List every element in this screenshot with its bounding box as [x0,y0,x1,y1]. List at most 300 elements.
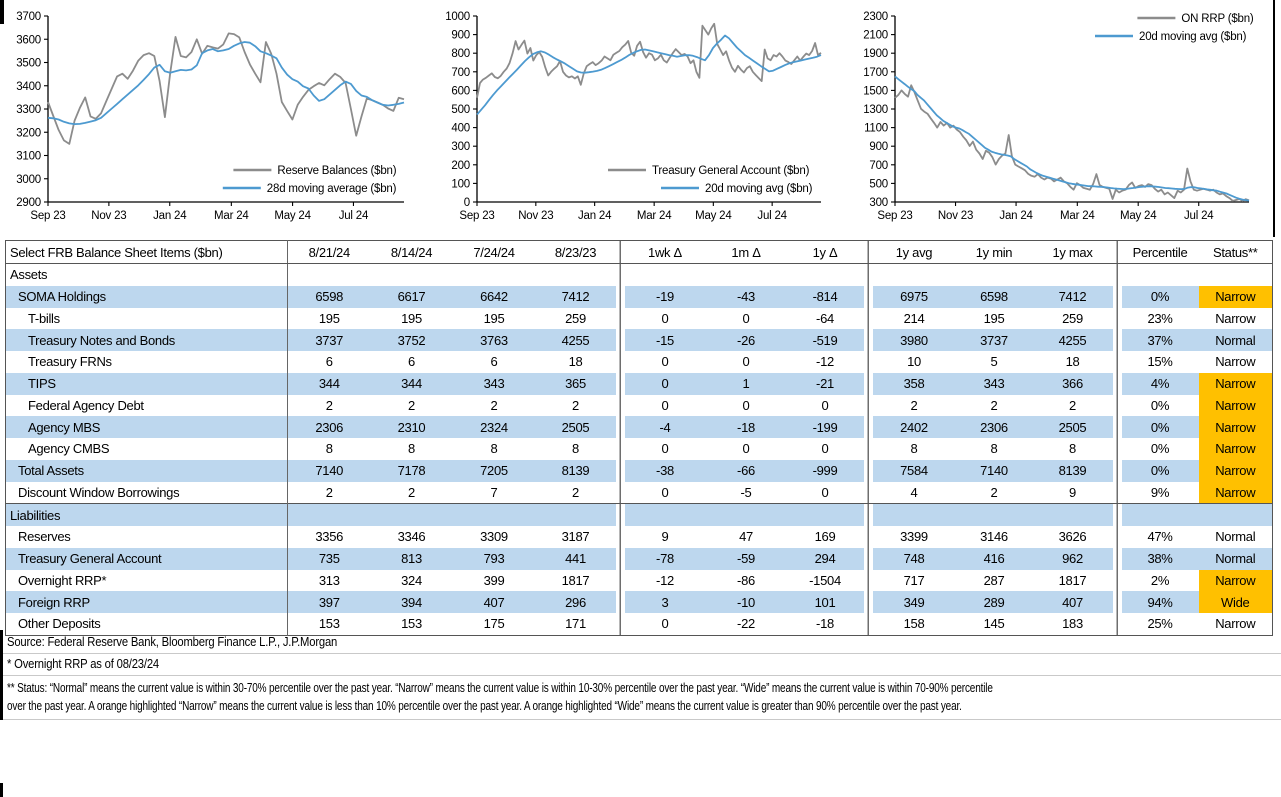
column-divider [616,286,625,308]
column-divider [864,548,873,570]
row-label: Assets [6,264,288,286]
cell [371,264,453,286]
cell: 169 [814,529,836,545]
y-tick-label: 3200 [16,127,41,140]
x-tick-label: Jul 24 [757,210,788,222]
column-divider [616,526,625,548]
table-row [6,286,1273,308]
y-tick-label: 1700 [862,66,888,79]
table-row [6,373,1273,395]
column-divider [616,373,625,395]
y-tick-label: 1000 [445,11,471,23]
col-header: 1m Δ [706,241,787,264]
cell [956,264,1033,286]
table-body [6,264,1273,636]
cell: 3187 [561,529,590,545]
cell: 7 [490,484,498,500]
cell [625,264,706,286]
cell: 8139 [536,460,616,482]
cell: 2 [1069,397,1076,413]
percentile-cell: 25% [1147,616,1173,632]
cell: 2505 [536,416,616,438]
column-divider [1113,373,1122,395]
cell: 0 [661,310,669,326]
cell: -38 [625,460,706,482]
cell: 3356 [315,529,344,545]
cell: -15 [625,329,706,351]
column-divider [1113,591,1122,613]
cell: -86 [737,572,755,588]
cell: 394 [371,591,453,613]
cell: 6975 [873,286,956,308]
cell: -519 [787,329,864,351]
row-label: Other Deposits [6,613,288,635]
column-divider [616,308,625,330]
table-row [6,482,1273,504]
cell: 214 [903,310,925,326]
cell: 6642 [453,286,536,308]
x-tick-label: Jan 24 [999,210,1033,222]
legend-label: Treasury General Account ($bn) [652,165,810,177]
treasury-general-account-chart [431,0,860,238]
cell: 0 [821,441,829,457]
cell: 2 [910,397,918,413]
cell: 287 [983,572,1005,588]
percentile-cell: 0% [1122,416,1199,438]
cell: 2 [408,484,415,500]
column-divider [864,591,873,613]
column-divider [1113,351,1122,373]
status-cell: Narrow [1215,354,1256,370]
cell: 4 [910,484,918,500]
percentile-cell: 0% [1150,397,1170,413]
on-rrp-svg [861,4,1255,234]
cell: 2306 [288,416,371,438]
column-divider [864,438,873,460]
cell: 3763 [453,329,536,351]
status-cell: Narrow [1199,570,1273,592]
screenshot-edge-mark-footer-left [0,630,3,720]
row-label: Agency CMBS [6,438,288,460]
cell: 145 [983,616,1005,632]
cell: 7140 [956,460,1033,482]
cell: 8 [572,441,579,457]
cell: 313 [318,572,340,588]
cell: 195 [483,310,505,326]
cell: 8 [1069,441,1076,457]
cell: 8 [325,441,333,457]
cell: 344 [371,373,453,395]
x-tick-label: Mar 24 [214,210,249,222]
source-note: Source: Federal Reserve Bank, Bloomberg Finance L.P., J.P.Morgan [0,632,1281,654]
cell: 344 [288,373,371,395]
table-row [6,351,1273,373]
row-label: Discount Window Borrowings [6,482,288,504]
cell: 3 [625,591,706,613]
cell: 735 [288,548,371,570]
table-row [6,416,1273,438]
cell: 0 [742,354,750,370]
column-divider [864,308,873,330]
table-row [6,264,1273,286]
cell: 349 [873,591,956,613]
cell: 2402 [873,416,956,438]
x-tick-label: Nov 23 [937,210,973,222]
cell: 289 [956,591,1033,613]
cell: 358 [873,373,956,395]
y-tick-label: 100 [451,178,471,191]
cell: 195 [401,310,422,326]
cell: 2310 [371,416,453,438]
col-header: 7/24/24 [453,241,536,264]
column-divider [616,241,625,264]
cell: 2306 [956,416,1033,438]
percentile-cell [1122,264,1199,286]
col-header: 1y avg [873,241,956,264]
row-label: Liabilities [6,504,288,526]
cell: 3737 [288,329,371,351]
cell: 399 [483,572,505,588]
legend-label: 20d moving avg ($bn) [1138,31,1246,43]
status-cell: Normal [1199,548,1273,570]
column-divider [1113,548,1122,570]
cell: -12 [816,354,834,370]
status-definition-note [0,676,1281,720]
cell: 0 [661,616,669,632]
cell: 407 [453,591,536,613]
percentile-cell: 15% [1147,354,1173,370]
table-row [6,526,1273,548]
cell: 8139 [1033,460,1113,482]
percentile-cell: 38% [1122,548,1199,570]
x-tick-label: May 24 [1119,210,1157,222]
x-tick-label: Sep 23 [30,210,66,222]
cell: 6 [408,354,415,370]
cell [1033,504,1113,526]
cell: 259 [565,310,586,326]
cell: 793 [453,548,536,570]
cell: 7178 [371,460,453,482]
balance-sheet-table [5,240,1273,636]
column-divider [864,264,873,286]
cell: -21 [787,373,864,395]
cell: 366 [1033,373,1113,395]
percentile-cell: 0% [1122,460,1199,482]
cell: 195 [318,310,340,326]
y-tick-label: 2300 [862,11,888,23]
column-divider [1113,482,1122,504]
col-header: 8/14/24 [371,241,453,264]
column-divider [864,351,873,373]
col-header: 1y max [1033,241,1113,264]
cell: 813 [371,548,453,570]
cell: 324 [401,572,422,588]
cell: 3309 [480,529,508,545]
x-tick-label: Nov 23 [518,210,554,222]
column-divider [864,416,873,438]
cell: 47 [739,529,753,545]
cell: 153 [401,616,422,632]
cell: 4255 [536,329,616,351]
x-tick-label: Jul 24 [1183,210,1214,222]
cell: 4255 [1033,329,1113,351]
column-divider [864,570,873,592]
y-tick-label: 300 [869,197,888,209]
cell: 2 [572,397,579,413]
column-divider [864,286,873,308]
table-title: Select FRB Balance Sheet Items ($bn) [6,241,288,264]
cell: -66 [706,460,787,482]
percentile-cell: 4% [1122,373,1199,395]
cell: 2 [572,484,579,500]
x-tick-label: Jan 24 [153,210,187,222]
percentile-cell: 23% [1147,310,1173,326]
row-label: SOMA Holdings [6,286,288,308]
percentile-cell: 0% [1150,441,1170,457]
y-tick-label: 3100 [16,150,41,163]
cell: 8 [910,441,918,457]
column-divider [864,482,873,504]
status-cell [1199,504,1273,526]
cell: 6 [490,354,498,370]
status-cell: Narrow [1199,373,1273,395]
row-label: Treasury General Account [6,548,288,570]
cell [1033,264,1113,286]
cell: 365 [536,373,616,395]
column-divider [1113,504,1122,526]
y-tick-label: 800 [451,48,471,61]
x-tick-label: Jul 24 [338,210,369,222]
cell [787,264,864,286]
cell [453,504,536,526]
cell: 0 [625,373,706,395]
cell [956,504,1033,526]
cell: 1817 [561,572,590,588]
series-gray-line [477,24,821,98]
legend-label: ON RRP ($bn) [1181,13,1254,25]
cell: -999 [787,460,864,482]
y-tick-label: 300 [451,141,471,154]
cell [706,264,787,286]
column-divider [616,264,625,286]
reserve-balances-chart [0,0,431,238]
cell: -18 [706,416,787,438]
column-divider [616,482,625,504]
x-tick-label: May 24 [274,210,311,222]
column-divider [1113,329,1122,351]
cell: 171 [565,616,586,632]
screenshot-edge-mark-top-left [0,0,4,24]
legend-label: 20d moving avg ($bn) [705,183,813,195]
status-cell: Narrow [1199,286,1273,308]
col-header: 1y Δ [787,241,864,264]
cell: 0 [821,484,829,500]
table-row [6,395,1273,417]
cell [371,504,453,526]
cell: 3399 [900,529,928,545]
cell: -814 [787,286,864,308]
cell: -43 [706,286,787,308]
row-label: Agency MBS [6,416,288,438]
series-blue-line [477,36,821,115]
cell: 0 [742,441,750,457]
cell: 7412 [536,286,616,308]
cell: 6 [325,354,333,370]
column-divider [1113,241,1122,264]
cell: -64 [816,310,834,326]
status-cell: Narrow [1199,460,1273,482]
cell: -18 [816,616,834,632]
cell: -22 [737,616,755,632]
y-tick-label: 0 [464,197,471,209]
cell: 2 [490,397,498,413]
y-tick-label: 200 [451,159,471,172]
status-cell: Narrow [1215,616,1256,632]
overnight-rrp-note: * Overnight RRP as of 08/23/24 [0,654,1281,676]
col-header: 8/23/23 [536,241,616,264]
cell: 962 [1033,548,1113,570]
column-divider [1113,264,1122,286]
table-row [6,308,1273,330]
cell: -19 [625,286,706,308]
y-tick-label: 3700 [16,11,41,23]
table-row [6,570,1273,592]
cell: 0 [742,397,750,413]
cell: 3146 [980,529,1008,545]
cell [536,504,616,526]
cell: 2 [325,484,333,500]
column-divider [616,351,625,373]
column-divider [616,548,625,570]
y-tick-label: 2100 [862,29,888,42]
percentile-cell: 94% [1122,591,1199,613]
x-tick-label: May 24 [695,210,732,222]
cell [787,504,864,526]
cell: -59 [706,548,787,570]
row-label: Treasury FRNs [6,351,288,373]
cell: 2 [408,397,415,413]
column-divider [616,570,625,592]
row-label: Total Assets [6,460,288,482]
y-tick-label: 400 [451,122,471,135]
x-tick-label: Jan 24 [578,210,612,222]
header-row [6,241,1273,264]
cell: 6598 [288,286,371,308]
cell: 3752 [371,329,453,351]
cell: 3980 [873,329,956,351]
y-tick-label: 1300 [862,104,888,116]
cell: 1 [706,373,787,395]
screenshot-edge-mark-right [1273,0,1275,237]
cell: 158 [903,616,925,632]
column-divider [864,504,873,526]
cell: 7584 [873,460,956,482]
cell: 296 [536,591,616,613]
col-header: 1y min [956,241,1033,264]
status-cell: Normal [1199,329,1273,351]
cell: 183 [1062,616,1083,632]
cell [625,504,706,526]
y-tick-label: 700 [869,159,888,172]
cell [453,264,536,286]
charts-row [0,0,1281,238]
cell [536,264,616,286]
row-label: Reserves [6,526,288,548]
table-header [6,241,1273,264]
table-row [6,548,1273,570]
cell: 9 [1069,484,1076,500]
x-tick-label: Nov 23 [91,210,127,222]
cell: 2 [325,397,333,413]
cell: 343 [956,373,1033,395]
cell: 8 [408,441,415,457]
cell: 2 [990,484,998,500]
table-row [6,329,1273,351]
column-divider [616,329,625,351]
column-divider [616,395,625,417]
status-cell: Narrow [1199,438,1273,460]
cell: -5 [740,484,752,500]
x-tick-label: Mar 24 [637,210,672,222]
y-tick-label: 3400 [16,80,41,93]
cell: 0 [821,397,829,413]
y-tick-label: 3600 [16,34,41,47]
column-divider [1113,526,1122,548]
column-divider [1113,416,1122,438]
table-row [6,504,1273,526]
cell: 717 [903,572,925,588]
cell: -10 [706,591,787,613]
x-tick-label: Mar 24 [1059,210,1095,222]
treasury-general-account-svg [431,4,827,234]
cell: 7205 [453,460,536,482]
cell [873,504,956,526]
cell: 10 [907,354,921,370]
column-divider [616,504,625,526]
cell: 294 [787,548,864,570]
cell: 0 [661,354,669,370]
column-divider [616,591,625,613]
cell: -78 [625,548,706,570]
cell: 441 [536,548,616,570]
y-tick-label: 1100 [863,122,888,135]
percentile-cell: 9% [1150,484,1170,500]
cell: -12 [656,572,674,588]
column-divider [864,460,873,482]
cell: 7140 [288,460,371,482]
y-tick-label: 3300 [16,104,41,116]
cell: 3346 [397,529,426,545]
column-divider [616,460,625,482]
cell: 18 [1065,354,1080,370]
status-note-line2: over the past year. A orange highlighted “Narrow” means the current value is less than 10% percentile over the past year. A orange highlighted “Wide” means the current value is greater than 90% percentile over the past year. [7,699,962,713]
column-divider [864,395,873,417]
row-label: Federal Agency Debt [6,395,288,417]
cell: 343 [453,373,536,395]
cell: 8 [490,441,498,457]
legend-label: 28d moving average ($bn) [266,183,397,195]
on-rrp-chart [861,0,1281,238]
y-tick-label: 600 [451,85,471,98]
footer-notes [0,632,1281,720]
cell: 195 [983,310,1005,326]
cell: 175 [483,616,505,632]
cell [288,264,371,286]
y-tick-label: 2900 [16,197,41,209]
screenshot-edge-mark-bottom-left [0,783,3,797]
column-divider [616,438,625,460]
column-divider [1113,308,1122,330]
